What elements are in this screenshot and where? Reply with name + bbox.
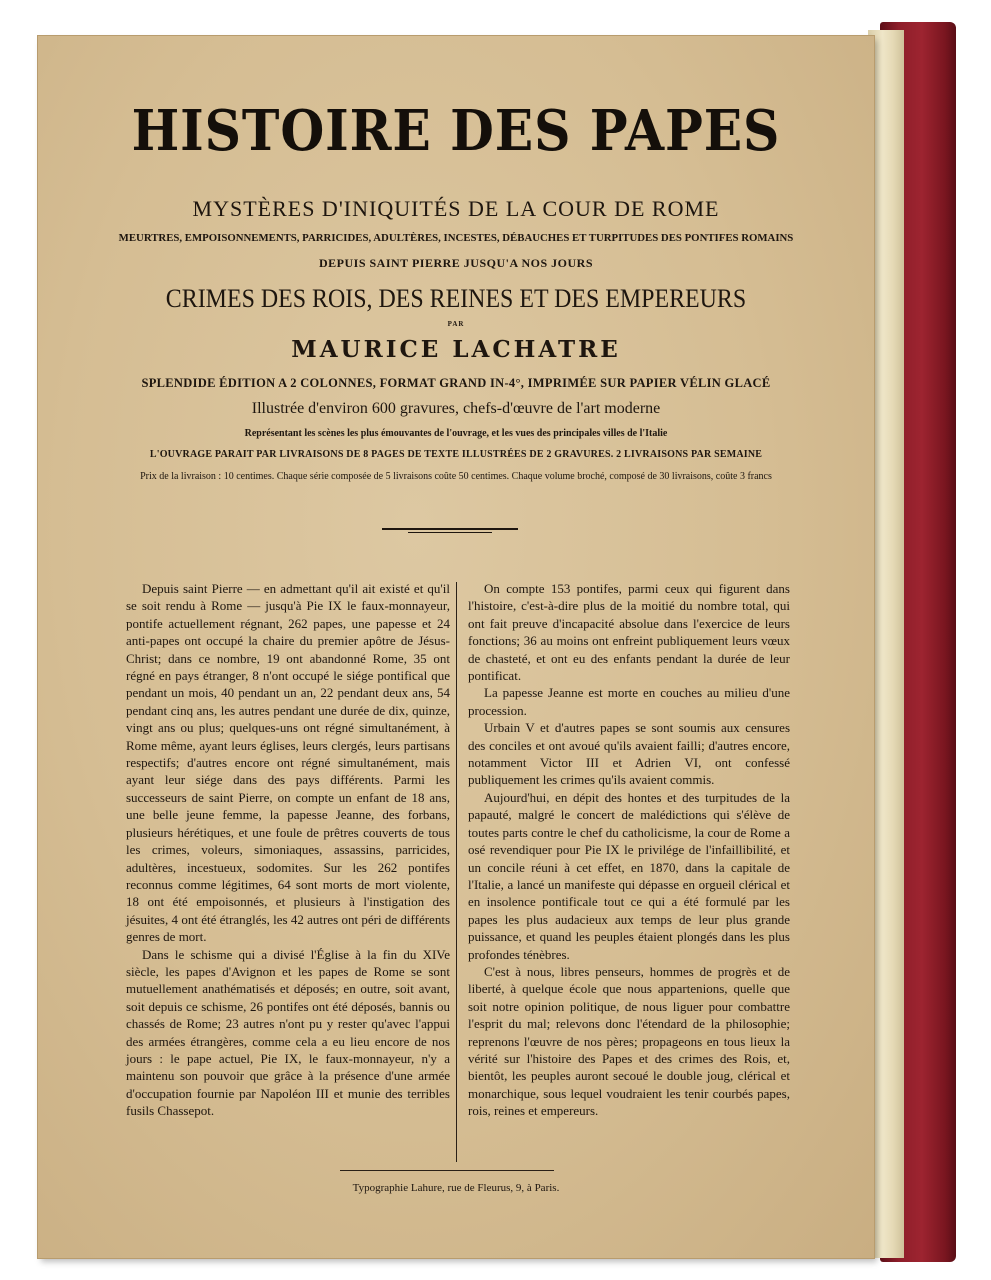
document-title: HISTOIRE DES PAPES	[131, 98, 781, 164]
paragraph: Aujourd'hui, en dépit des hontes et des turpitudes de la papauté, malgré le concert de malédictions qui s'élève de toutes parts contre le chef du catholicisme, la cour de Rome a osé revendiquer pour Pie IX le privilége de l'infaillibilité, et un concile réuni à cet effet, en 1870, dans la capitale de l'Italie, a lancé un manifeste qui dépasse en orgueil clérical et en insolence pontificale tout ce qui a été formulé par les papes les plus audacieux aux temps de leur plus grande puissance, et quand les peuples étaient plongés dans les plus profondes ténèbres.	[468, 789, 790, 962]
paragraph: Depuis saint Pierre — en admettant qu'il ait existé et qu'il se soit rendu à Rome — jusqu'à Pie IX le faux-monnayeur, pontife actuellement régnant, 262 papes, une papesse et 24 anti-papes ont occupé la chaire du premier apôtre de Jésus-Christ; dans ce nombre, 19 ont abandonné Rome, 35 ont régné en pays étranger, 8 n'ont occupé le siége pontifical que pendant un mois, 40 pendant un an, 22 pendant deux ans, 54 pendant cinq ans, les autres pendant une durée de dix, quinze, vingt ans ou plus; quelques-uns ont régné simultanément, à Rome même, ayant leurs églises, leurs clergés, leurs partisans respectifs; d'autres encore ont régné simultanément, mais ayant leur siége dans des pays différents. Parmi les successeurs de saint Pierre, on compte un enfant de 18 ans, une belle jeune femme, la papesse Jeanne, des forbans, plusieurs hérétiques, et une foule de prêtres couverts de tous les crimes, voleurs, simoniaques, assassins, parricides, adultères, incestueux, sodomites. Sur les 262 pontifes reconnus comme légitimes, 64 sont morts de mort violente, 18 ont été empoisonnés, et plusieurs à l'instigation des jésuites, 4 ont été étranglés, les 42 autres ont péri de différents genres de mort.	[126, 581, 450, 945]
par-label: PAR	[447, 320, 465, 328]
paragraph: C'est à nous, libres penseurs, hommes de progrès et de liberté, à quelque école que nous appartenions, quelle que soit notre opinion politique, de nous liguer pour combattre l'esprit du mal; relevons donc l'étendard de la philosophie; reprenons l'œuvre de nos pères; propageons en tous lieux la vérité sur l'histoire des Papes et des crimes des Rois, et, bientôt, les peuples auront secoué le double joug, clérical et monarchique, sous lequel voudraient les tenir courbés papes, rois, reines et empereurs.	[468, 963, 790, 1119]
crimes-line: MEURTRES, EMPOISONNEMENTS, PARRICIDES, ADULTÈRES, INCESTES, DÉBAUCHES ET TURPITUDES DES PONTIFES ROMAINS	[118, 232, 794, 244]
edition-line: SPLENDIDE ÉDITION A 2 COLONNES, FORMAT GRAND IN-4°, IMPRIMÉE SUR PAPIER VÉLIN GLACÉ	[141, 376, 771, 390]
footer-divider	[340, 1170, 554, 1171]
column-divider	[456, 582, 457, 1162]
paragraph: Dans le schisme qui a divisé l'Église à la fin du XIVe siècle, les papes d'Avignon et les papes de Rome se sont mutuellement anathématisés et déposés; en outre, soit avant, soit depuis ce schisme, 26 pontifes ont été déposés, bannis ou chassés de Rome; 23 autres n'ont pu y rester qu'avec l'appui des armées étrangères, comme cela a eu lieu encore de nos jours : le pape actuel, Pie IX, le faux-monnayeur, n'y a maintenu son pouvoir que grâce à la présence d'une armée d'occupation fournie par Napoléon III et munie des terribles fusils Chassepot.	[126, 946, 450, 1119]
printer-imprint: Typographie Lahure, rue de Fleurus, 9, à Paris.	[352, 1182, 560, 1194]
text-column-right	[468, 580, 790, 1120]
section-divider	[382, 528, 518, 530]
paragraph: On compte 153 pontifes, parmi ceux qui figurent dans l'histoire, c'est-à-dire plus de la moitié du nombre total, qui ont fait preuve d'incapacité absolue dans l'exercice de leurs fonctions; 36 au moins ont enfreint publiquement leurs vœux de chasteté, et ont eu des enfants pendant la durée de leur pontificat.	[468, 581, 790, 684]
author-name: MAURICE LACHATRE	[291, 336, 621, 363]
rois-heading: CRIMES DES ROIS, DES REINES ET DES EMPEREURS	[165, 284, 747, 313]
price-line: Prix de la livraison : 10 centimes. Chaque série composée de 5 livraisons coûte 50 centimes. Chaque volume broché, composé de 30 livraisons, coûte 3 francs	[140, 471, 772, 482]
section-divider-thin	[408, 532, 492, 533]
paragraph: Urbain V et d'autres papes se sont soumis aux censures des conciles et ont avoué qu'ils avaient failli; d'autres encore, notamment Victor III et Adrien VI, ont confessé publiquement les crimes qu'ils avaient commis.	[468, 720, 790, 788]
illustration-line: Illustrée d'environ 600 gravures, chefs-d'œuvre de l'art moderne	[251, 400, 661, 417]
representant-line: Représentant les scènes les plus émouvantes de l'ouvrage, et les vues des principales villes de l'Italie	[244, 428, 668, 439]
document-subtitle: MYSTÈRES D'INIQUITÉS DE LA COUR DE ROME	[192, 196, 720, 221]
paragraph: La papesse Jeanne est morte en couches au milieu d'une procession.	[468, 685, 790, 718]
publication-schedule: L'OUVRAGE PARAIT PAR LIVRAISONS DE 8 PAGES DE TEXTE ILLUSTRÉES DE 2 GRAVURES. 2 LIVRAISONS PAR SEMAINE	[149, 449, 763, 460]
document-page	[38, 36, 874, 1258]
depuis-line: DEPUIS SAINT PIERRE JUSQU'A NOS JOURS	[318, 256, 593, 270]
text-column-left	[126, 580, 450, 1120]
